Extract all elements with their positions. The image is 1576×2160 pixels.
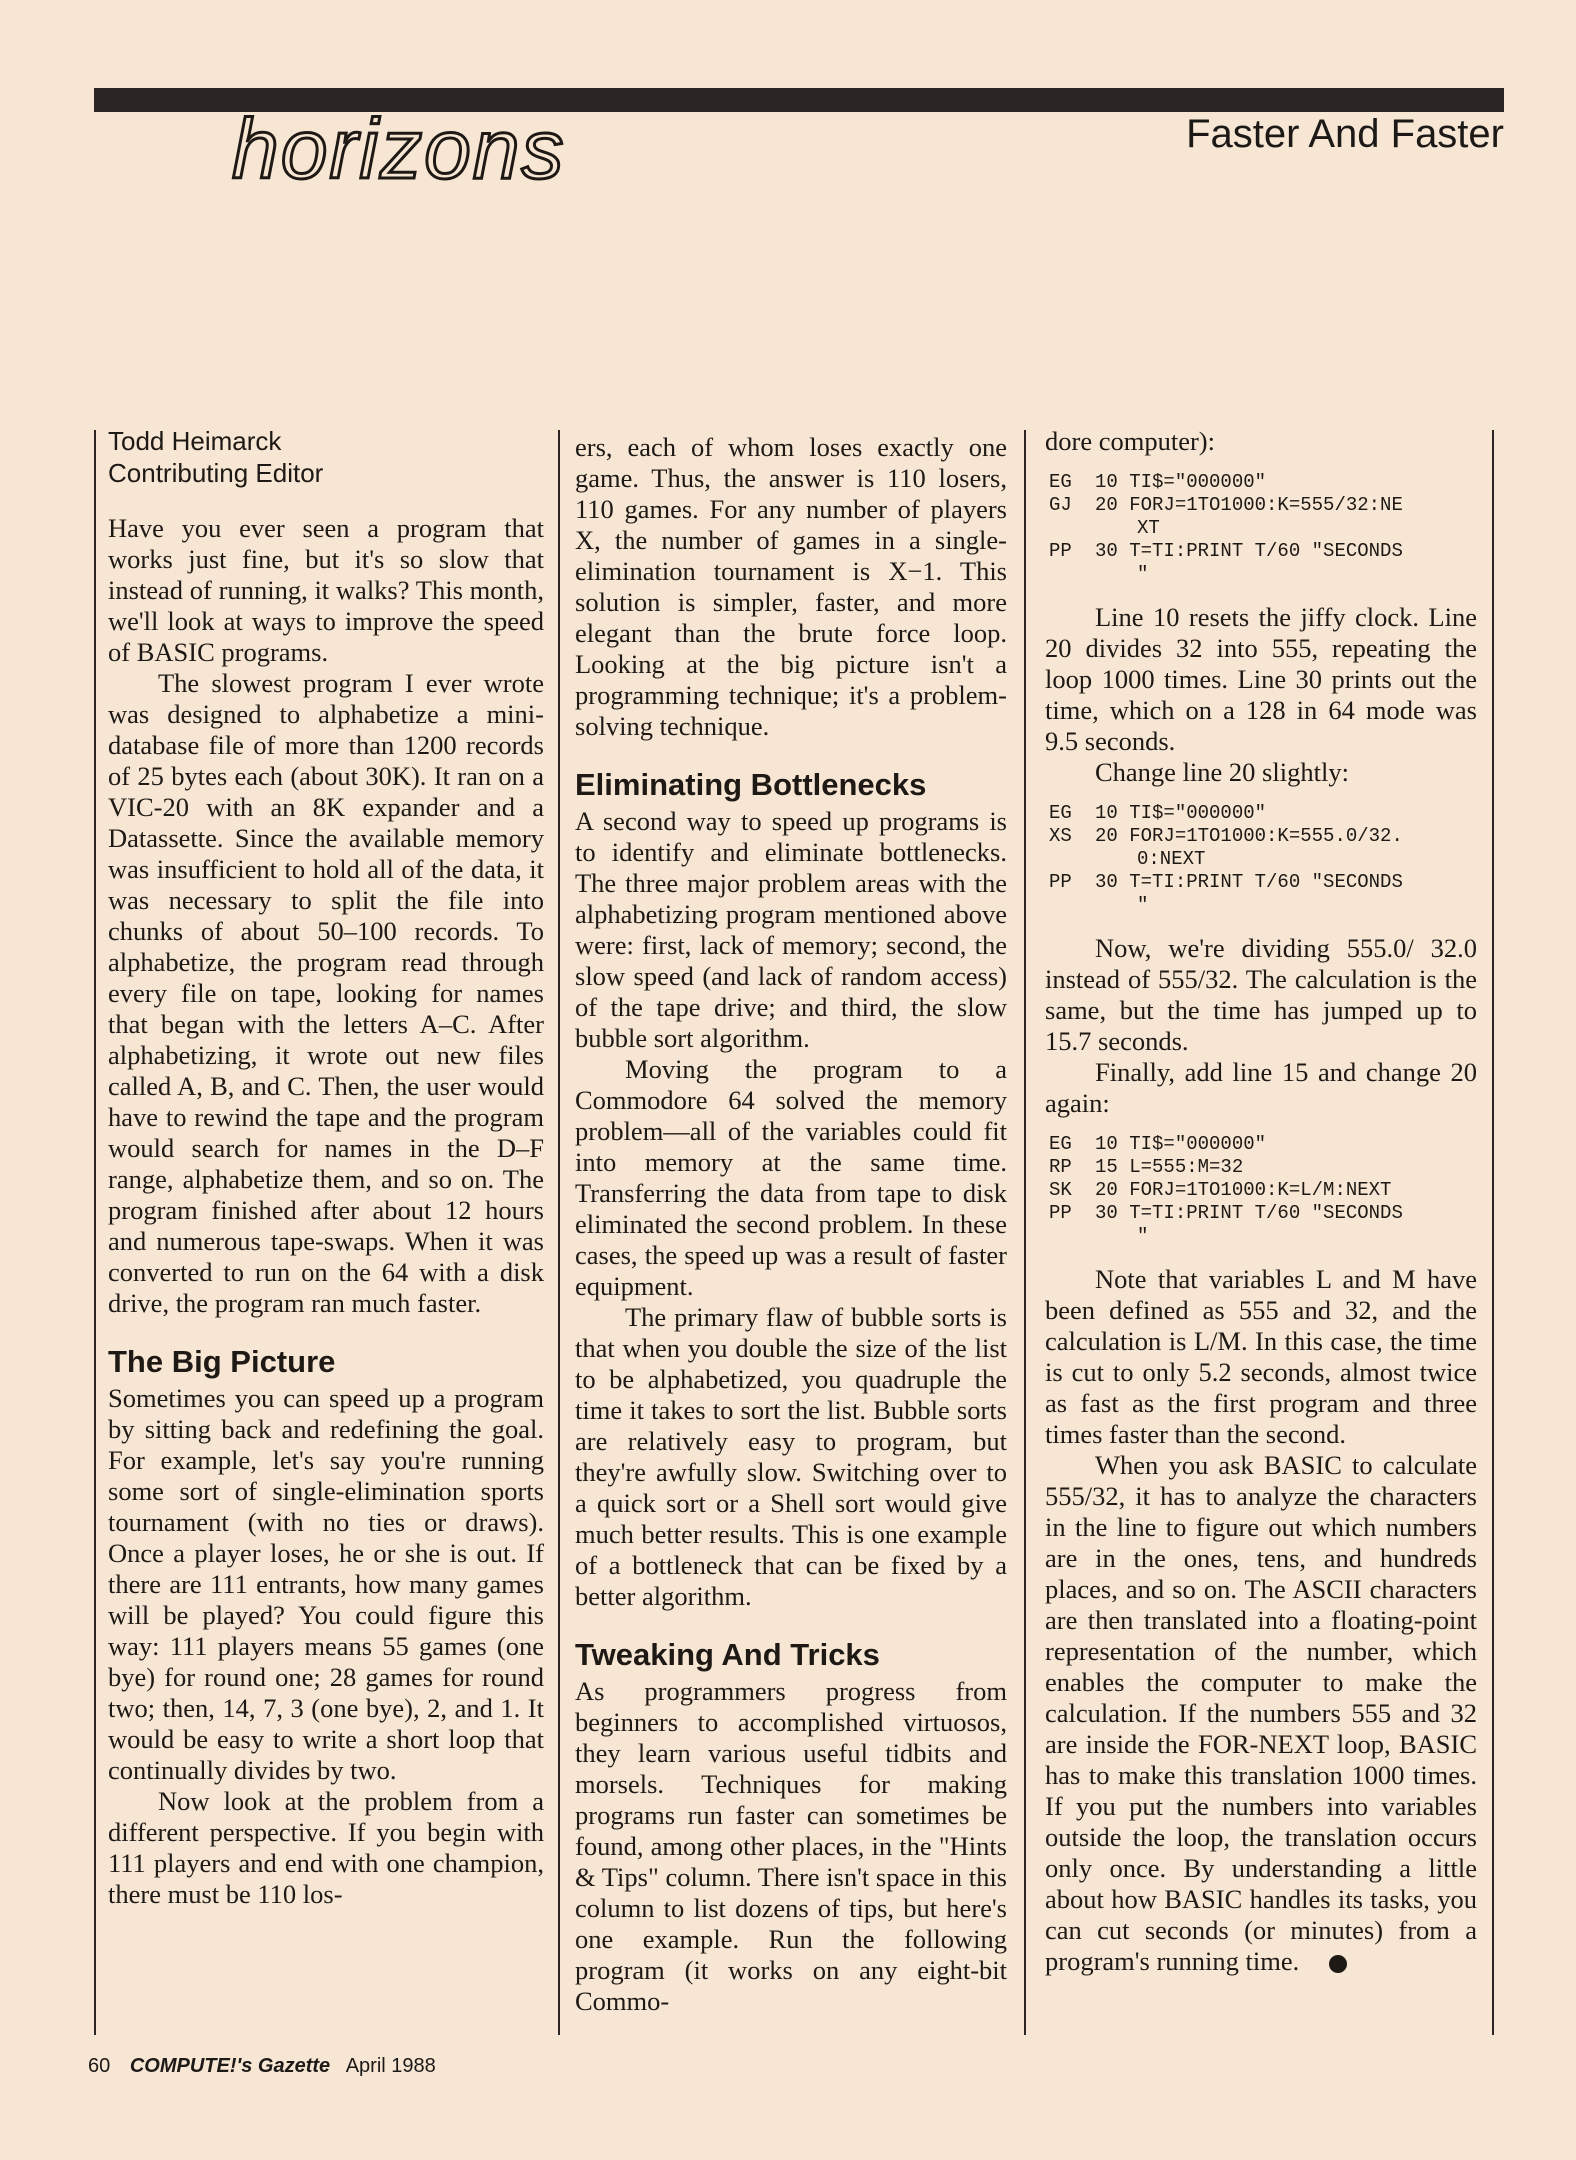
code-text: 10 TI$="000000" xyxy=(1095,471,1267,493)
code-listing-2 xyxy=(1049,802,1477,917)
subheading-big-picture: The Big Picture xyxy=(108,1344,336,1379)
code-text: 30 T=TI:PRINT T/60 "SECONDS xyxy=(1095,1202,1403,1224)
code-line xyxy=(1049,1202,1477,1225)
author-name: Todd Heimarck xyxy=(108,426,282,456)
code-text: 15 L=555:M=32 xyxy=(1095,1156,1244,1178)
code-text: 10 TI$="000000" xyxy=(1095,1133,1267,1155)
checksum-tag: SK xyxy=(1049,1179,1072,1201)
paragraph: The slowest program I ever wrote was designed to alphabetize a mini-database file of more than 1200 records of 25 bytes each (about 30K). It ran on a VIC-20 with an 8K expander and a Datassette. Since the available memory was insufficient to hold all of the data, it was necessary to split the file into chunks of about 50–100 records. To alphabetize, the program read through every file on tape, looking for names that began with the letters A–C. After alphabetizing, it wrote out new files called A, B, and C. Then, the user would have to rewind the tape and the program would search for names in the D–F range, alphabetize them, and so on. The program finished after about 12 hours and numerous tape-swaps. When it was converted to run on the 64 with a disk drive, the program ran much faster. xyxy=(108,668,544,1318)
code-continuation: XT xyxy=(1137,517,1160,539)
code-text: 20 FORJ=1TO1000:K=555.0/32. xyxy=(1095,825,1403,847)
paragraph: A second way to speed up programs is to identify and eliminate bottlenecks. The three major problem areas with the alphabetizing program mentioned above were: first, lack of memory; second, the slow speed (and lack of random access) of the tape drive; and third, the slow bubble sort algorithm. xyxy=(575,806,1007,1053)
code-text: 10 TI$="000000" xyxy=(1095,802,1267,824)
code-line xyxy=(1049,540,1477,563)
code-text: 20 FORJ=1TO1000:K=555/32:NE xyxy=(1095,494,1403,516)
checksum-tag: RP xyxy=(1049,1156,1072,1178)
checksum-tag: XS xyxy=(1049,825,1072,847)
checksum-tag: EG xyxy=(1049,802,1072,824)
byline xyxy=(108,425,544,489)
column-rule-left xyxy=(94,430,96,2035)
column-3 xyxy=(1045,426,1477,1977)
column-rule-mid2 xyxy=(1024,430,1026,2035)
checksum-tag: EG xyxy=(1049,471,1072,493)
code-listing-3 xyxy=(1049,1133,1477,1248)
checksum-tag: GJ xyxy=(1049,494,1072,516)
article-title: Faster And Faster xyxy=(1186,112,1504,156)
subheading-bottlenecks: Eliminating Bottlenecks xyxy=(575,767,927,802)
column-2 xyxy=(575,432,1007,2017)
code-line xyxy=(1049,494,1477,517)
code-line xyxy=(1049,1133,1477,1156)
code-line xyxy=(1049,1156,1477,1179)
paragraph: Sometimes you can speed up a program by sitting back and redefining the goal. For example, let's say you're running some sort of single-elimination sports tournament (with no ties or draws). Once a player loses, he or she is out. If there are 111 entrants, how many games will be played? You could figure this way: 111 players means 55 games (one bye) for round one; 28 games for round two; then, 14, 7, 3 (one bye), 2, and 1. It would be easy to write a short loop that continually divides by two. xyxy=(108,1383,544,1785)
paragraph: Have you ever seen a program that works just fine, but it's so slow that instead of running, it walks? This month, we'll look at ways to improve the speed of BASIC programs. xyxy=(108,513,544,667)
paragraph: dore computer): xyxy=(1045,426,1215,456)
code-continuation: " xyxy=(1137,894,1149,916)
paragraph: The primary flaw of bubble sorts is that when you double the size of the list to be alphabetized, you quadruple the time it takes to sort the list. Bubble sorts are relatively easy to program, but they're awfully slow. Switching over to a quick sort or a Shell sort would give much better results. This is one example of a bottleneck that can be fixed by a better algorithm. xyxy=(575,1302,1007,1611)
paragraph xyxy=(1045,1450,1477,1977)
page-number: 60 xyxy=(88,2055,111,2077)
checksum-tag: PP xyxy=(1049,1202,1072,1224)
paragraph: Moving the program to a Commodore 64 solved the memory problem—all of the variables could fit into memory at the same time. Transferring the data from tape to disk eliminated the second problem. In these cases, the speed up was a result of faster equipment. xyxy=(575,1054,1007,1301)
code-line xyxy=(1049,825,1477,848)
code-line xyxy=(1049,802,1477,825)
paragraph: ers, each of whom loses exactly one game. Thus, the answer is 110 losers, 110 games. For any number of players X, the number of games in a single-elimination tournament is X−1. This solution is simpler, faster, and more elegant than the brute force loop. Looking at the big picture isn't a programming technique; it's a problem-solving technique. xyxy=(575,432,1007,741)
code-listing-1 xyxy=(1049,471,1477,586)
column-rule-mid1 xyxy=(558,430,560,2035)
checksum-tag: EG xyxy=(1049,1133,1072,1155)
subheading-tweaking: Tweaking And Tricks xyxy=(575,1637,880,1672)
code-line xyxy=(1049,871,1477,894)
code-continuation: " xyxy=(1137,1225,1149,1247)
code-line xyxy=(1049,1179,1477,1202)
paragraph: Finally, add line 15 and change 20 again: xyxy=(1045,1057,1477,1118)
paragraph: Now, we're dividing 555.0/ 32.0 instead of 555/32. The calculation is the same, but the time has jumped up to 15.7 seconds. xyxy=(1045,933,1477,1056)
paragraph: Change line 20 slightly: xyxy=(1095,757,1349,787)
code-continuation: 0:NEXT xyxy=(1137,848,1206,870)
end-mark-icon xyxy=(1329,1955,1347,1973)
checksum-tag: PP xyxy=(1049,540,1072,562)
magazine-name: COMPUTE!'s Gazette xyxy=(129,2055,331,2077)
paragraph: As programmers progress from beginners to accomplished virtuosos, they learn various useful tidbits and morsels. Techniques for making programs run faster can sometimes be found, among other places, in the "Hints & Tips" column. There isn't space in this column to list dozens of tips, but here's one example. Run the following program (it works on any eight-bit Commo- xyxy=(575,1676,1007,2016)
paragraph-text: When you ask BASIC to calculate 555/32, it has to analyze the characters in the line to figure out which numbers are in the ones, tens, and hundreds places, and so on. The ASCII characters are then translated into a floating-point representation of the number, which enables the computer to make the calculation. If the numbers 555 and 32 are inside the FOR-NEXT loop, BASIC has to make this translation 1000 times. If you put the numbers into variables outside the loop, the translation occurs only once. By understanding a little about how BASIC handles its tasks, you can cut seconds (or minutes) from a program's running time. xyxy=(1045,1450,1477,1976)
column-1 xyxy=(108,425,544,1910)
paragraph: Note that variables L and M have been defined as 555 and 32, and the calculation is L/M. In this case, the time is cut to only 5.2 seconds, almost twice as fast as the first program and three times faster than the second. xyxy=(1045,1264,1477,1449)
author-role: Contributing Editor xyxy=(108,458,324,488)
section-logo xyxy=(232,96,652,196)
paragraph: Now look at the problem from a different perspective. If you begin with 111 players and end with one champion, there must be 110 los- xyxy=(108,1786,544,1909)
code-text: 20 FORJ=1TO1000:K=L/M:NEXT xyxy=(1095,1179,1392,1201)
page-footer xyxy=(88,2055,436,2078)
code-text: 30 T=TI:PRINT T/60 "SECONDS xyxy=(1095,871,1403,893)
column-rule-right xyxy=(1492,430,1494,2035)
checksum-tag: PP xyxy=(1049,871,1072,893)
issue-date: April 1988 xyxy=(345,2055,436,2077)
code-continuation: " xyxy=(1137,563,1149,585)
paragraph: Line 10 resets the jiffy clock. Line 20 divides 32 into 555, repeating the loop 1000 times. Line 30 prints out the time, which on a 128 in 64 mode was 9.5 seconds. xyxy=(1045,602,1477,756)
code-line xyxy=(1049,471,1477,494)
section-logo-text: horizons xyxy=(232,102,566,196)
code-text: 30 T=TI:PRINT T/60 "SECONDS xyxy=(1095,540,1403,562)
